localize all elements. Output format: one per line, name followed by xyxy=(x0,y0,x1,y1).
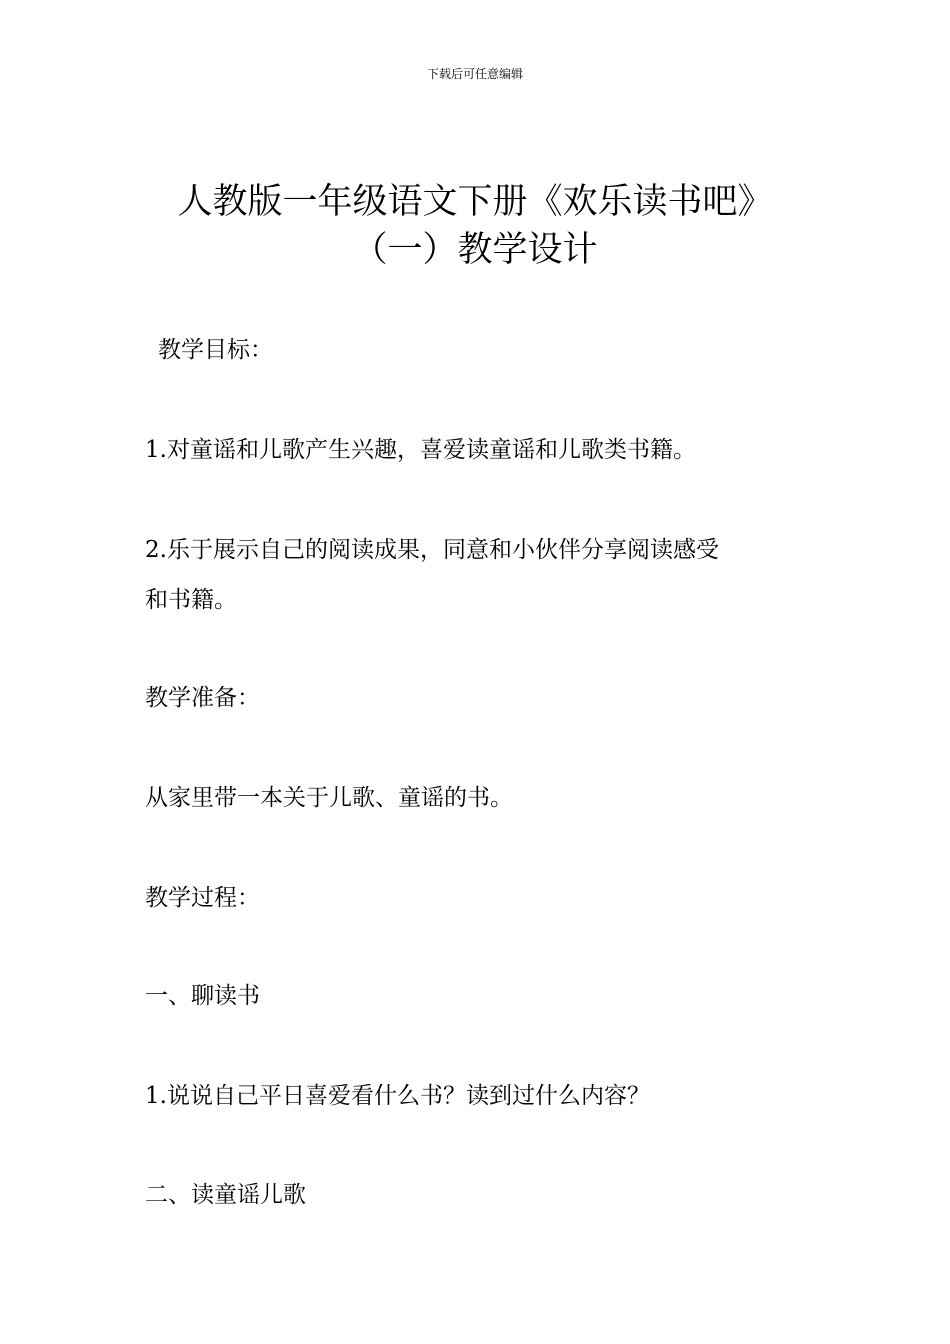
objective-2-line-1: 2.乐于展示自己的阅读成果，同意和小伙伴分享阅读感受 xyxy=(145,537,719,563)
objective-1: 1.对童谣和儿歌产生兴趣，喜爱读童谣和儿歌类书籍。 xyxy=(145,437,696,463)
document-title-line-2: （一）教学设计 xyxy=(352,230,598,270)
section-1-item-1: 1.说说自己平日喜爱看什么书？读到过什么内容？ xyxy=(145,1083,650,1109)
page-header-note: 下载后可任意编辑 xyxy=(426,67,523,81)
preparation-text: 从家里带一本关于儿歌、童谣的书。 xyxy=(145,785,513,811)
document-title-line-1: 人教版一年级语文下册《欢乐读书吧》 xyxy=(177,182,773,222)
process-heading: 教学过程： xyxy=(145,885,260,911)
objective-2-line-2: 和书籍。 xyxy=(145,587,237,613)
objectives-heading: 教学目标： xyxy=(158,337,273,363)
section-2-heading: 二、读童谣儿歌 xyxy=(145,1182,306,1208)
preparation-heading: 教学准备： xyxy=(145,685,260,711)
section-1-heading: 一、聊读书 xyxy=(145,983,260,1009)
